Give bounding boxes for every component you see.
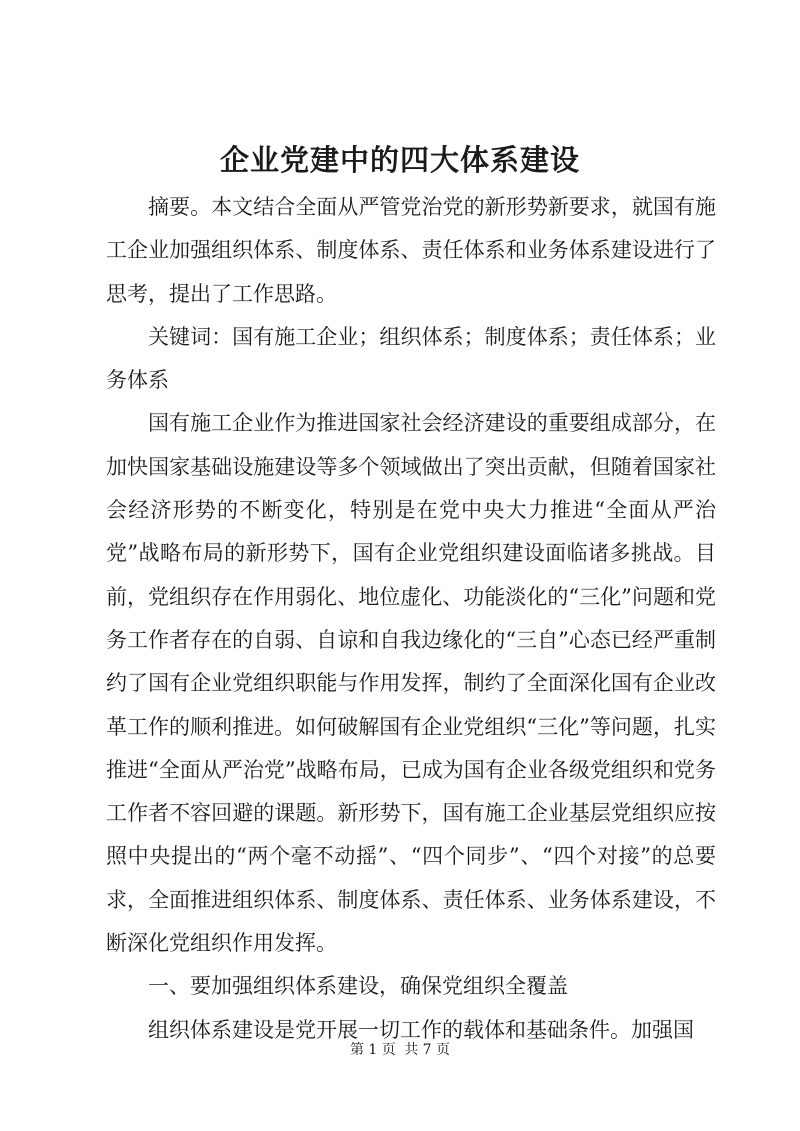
keywords-paragraph: 关键词：国有施工企业；组织体系；制度体系；责任体系；业务体系 — [106, 324, 716, 393]
document-body — [106, 186, 716, 1052]
body-paragraph: 国有施工企业作为推进国家社会经济建设的重要组成部分，在加快国家基础设施建设等多个领域做出了突出贡献，但随着国家社会经济形势的不断变化，特别是在党中央大力推进“全面从严治党”战略布局的新形势下，国有企业党组织建设面临诸多挑战。目前，党组织存在作用弱化、地位虚化、功能淡化的“三化”问题和党务工作者存在的自弱、自谅和自我边缘化的“三自”心态已经严重制约了国有企业党组织职能与作用发挥，制约了全面深化国有企业改革工作的顺利推进。如何破解国有企业党组织“三化”等问题，扎实推进“全面从严治党”战略布局，已成为国有企业各级党组织和党务工作者不容回避的课题。新形势下，国有施工企业基层党组织应按照中央提出的“两个毫不动摇”、“四个同步”、“四个对接”的总要求，全面推进组织体系、制度体系、责任体系、业务体系建设，不断深化党组织作用发挥。 — [106, 411, 716, 956]
section-heading: 一、要加强组织体系建设，确保党组织全覆盖 — [148, 974, 568, 999]
body-paragraph: 组织体系建设是党开展一切工作的载体和基础条件。加强国 — [148, 1017, 694, 1042]
abstract-paragraph: 摘要。本文结合全面从严管党治党的新形势新要求，就国有施工企业加强组织体系、制度体系、责任体系和业务体系建设进行了思考，提出了工作思路。 — [106, 195, 716, 306]
page-total: 共 7 页 — [404, 1042, 451, 1058]
page-number: 第 1 页 — [349, 1042, 396, 1058]
page-footer — [0, 1040, 800, 1060]
document-title: 企业党建中的四大体系建设 — [219, 143, 580, 177]
